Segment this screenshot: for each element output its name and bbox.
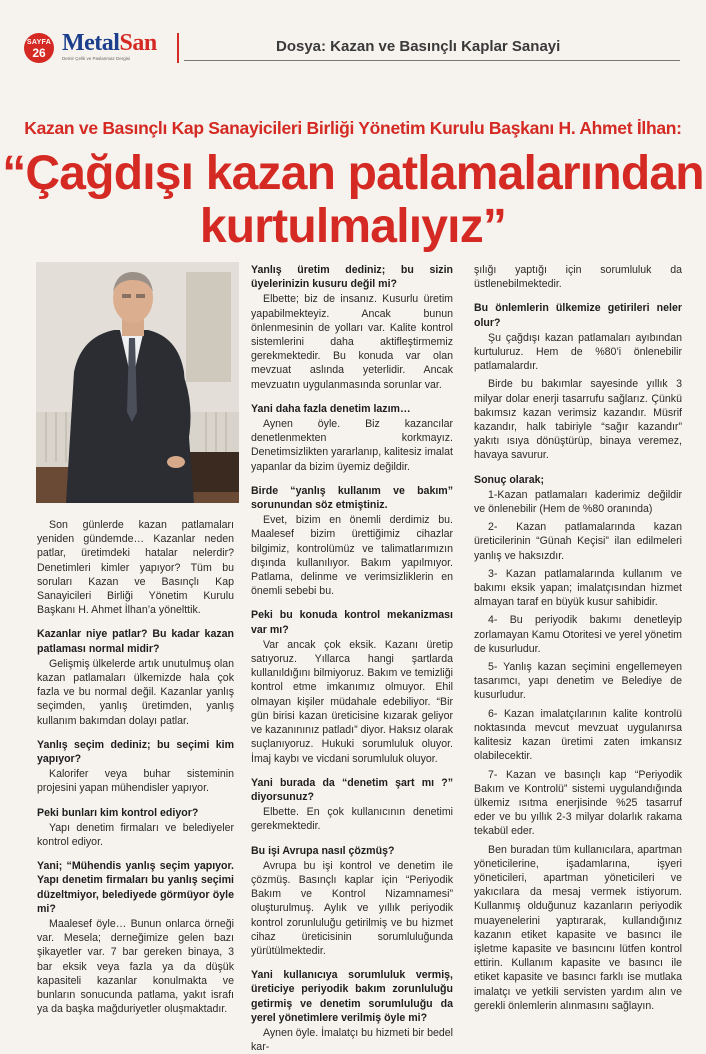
article-paragraph: 4- Bu periyodik bakımı denetleyip zorlamayan Kamu Otoritesi ve yerel yönetim de kusurludur.	[474, 614, 682, 655]
interview-question: Peki bu konuda kontrol mekanizması var mı?	[251, 609, 453, 636]
article-paragraph: 5- Yanlış kazan seçimini engellemeyen tasarımcı, yapı denetim ve Belediye de kusurludur.	[474, 661, 682, 702]
article-paragraph: Kalorifer veya buhar sisteminin projesini yapan mühendisler yapıyor.	[37, 768, 234, 795]
article-paragraph: 6- Kazan imalatçılarının kalite kontrolü noktasında mevcut mevzuat uygulanırsa kalitesiz kazan üretimi zaten imkansız olabilecektir.	[474, 707, 682, 763]
article-paragraph: Ben buradan tüm kullanıcılara, apartman yöneticilerine, işadamlarına, işyeri yöneticileri, apartman yöneticileri ve yakıcılara da mesaj vermek istiyorum. Kullanmış olduğunuz kazanların periyodik muayenelerini yaptırarak, kullandığınız kazanın etiket kapasite ve basıncı ile işletme kapasite ve basıncını lütfen kontrol ettirin. Kullanım kapasite ve basıncı ile etiket kapasite ve basıncı farklı ise mutlaka imalatçı ve yetkili servisten yardım alın ve gerekli önlemlerin alınmasını sağlayın.	[474, 843, 682, 1012]
article-paragraph: Birde bu bakımlar sayesinde yıllık 3 milyar dolar enerji tasarrufu sağlarız. Çünkü bakımsız kazan verimsiz kazandır. Müsrif kazandır, halk tabiriyle “sağır kazandır” yakıtı ısıya dönüştürüp, binaya veremez, havaya savurur.	[474, 378, 682, 462]
column-3	[474, 263, 682, 1013]
portrait-photo	[36, 262, 239, 503]
interview-question: Peki bunları kim kontrol ediyor?	[37, 806, 199, 819]
interview-question: Sonuç olarak;	[474, 473, 545, 486]
interview-question: Bu işi Avrupa nasıl çözmüş?	[251, 844, 395, 857]
interview-question: Bu önlemlerin ülkemize getirileri neler olur?	[474, 302, 682, 329]
interview-question: Yanlış üretim dediniz; bu sizin üyelerinizin kusuru değil mi?	[251, 264, 453, 291]
interview-question: Yani kullanıcıya sorumluluk vermiş, üreticiye periyodik bakım zorunluluğu getirmiş ve denetim sorumluluğu da yerel yönetimlere verilmiş öyle mi?	[251, 969, 453, 1024]
article-paragraph: Elbette. En çok kullanıcının denetimi gerekmektedir.	[251, 806, 453, 833]
interview-question: Kazanlar niye patlar? Bu kadar kazan patlaması normal midir?	[37, 628, 234, 655]
logo-part1: Metal	[62, 30, 120, 56]
article-paragraph: 1-Kazan patlamaları kaderimiz değildir ve önlenebilir (Hem de %80 oranında)	[474, 488, 682, 516]
section-title: Dosya: Kazan ve Basınçlı Kaplar Sanayi	[276, 38, 561, 55]
article-paragraph: Var ancak çok eksik. Kazanı üretip satıyoruz. Yıllarca hangi şartlarda kullanıldığını bilmiyoruz. Bakım ve temizliği kontrol etme imkanımız olmuyor. Ehil olmayan kişiler müdahale edebiliyor. “Bir gün birisi kazan üreticisine kızarak geliyor ve kazanınınız patladı” diyor. Haksız olarak suçlanıyoruz. Hukuki sorumluluk oluyor. İmaj kaybı ve vicdani sorumluluk oluyor.	[251, 638, 453, 765]
article-paragraph: Elbette; biz de insanız. Kusurlu üretim yapabilmekteyiz. Ancak bunun önlenmesinin de yolları var. Kalite kontrol sistemlerini daha aktifleştirmemiz gerekmektedir. Bu konuda var olan mevzuat aslında yeterlidir. Ancak mevzuatın uygulanmasında sorunlar var.	[251, 293, 453, 391]
article-paragraph: Şu çağdışı kazan patlamaları ayıbından kurtuluruz. Hem de %80’i önlenebilir patlamalardır.	[474, 331, 682, 373]
logo-part2: San	[119, 30, 157, 56]
interview-question: Birde “yanlış kullanım ve bakım” sorunundan söz etmiştiniz.	[251, 484, 453, 512]
interview-question: Yanlış seçim dediniz; bu seçimi kim yapıyor?	[37, 738, 234, 766]
article-headline	[0, 147, 706, 253]
column-2	[251, 263, 453, 1054]
page-number-badge	[24, 33, 54, 63]
article-paragraph: Gelişmiş ülkelerde artık unutulmuş olan kazan patlamaları ülkemizde hala çok fazla ve bu normal değil. Kazanlar yanlış seçimden, yanlış üretimden, yanlış kullanım bakımdan dolayı patlar.	[37, 657, 234, 727]
article-paragraph: 2- Kazan patlamalarında kazan üreticilerinin “Günah Keçisi” ilan edilmeleri yanlış ve haksızdır.	[474, 521, 682, 562]
interview-question: Yani daha fazla denetim lazım…	[251, 402, 411, 415]
article-paragraph: Aynen öyle. İmalatçı bu hizmeti bir bedel kar-	[251, 1026, 454, 1054]
column-1	[37, 518, 234, 1017]
article-paragraph: Yapı denetim firmaları ve belediyeler kontrol ediyor.	[37, 821, 234, 849]
article-paragraph: şılığı yaptığı için sorumluluk da üstlenebilmektedir.	[474, 264, 682, 291]
article-paragraph: Evet, bizim en önemli derdimiz bu. Maalesef bizim ürettiğimiz cihazlar bilgimiz, kontrolümüz ve talimatlarımızın dışında kullanılıyor. Bakım yapılmıyor. Patlama, delinme ve verimsizliklerin en önemli sebebi bu.	[251, 514, 453, 598]
article-paragraph: Maalesef öyle… Bunun onlarca örneği var. Mesela; derneğimize gelen bazı şikayetler var. 7 bar gereken binaya, 3 bar eksik veya fazla ya da düşük kapasiteli kazanlar konulmakta ve bunların sonucunda patlama, yakıt israfı ya da başka mağduriyetler olușmaktadır.	[37, 918, 234, 1016]
header-rule	[184, 60, 680, 61]
article-paragraph: Avrupa bu işi kontrol ve denetim ile çözmüş. Basınçlı kaplar için “Periyodik Bakım ve Kontrol Nizamnamesi” oluşturulmuş. Aylık ve yıllık periyodik kontrol zorunluluğu getirilmiş ve bu hizmet cihaz üreticisinin sorumluluğunda yürütülmektedir.	[251, 859, 453, 957]
interview-question: Yani; “Mühendis yanlış seçim yapıyor. Yapı denetim firmaları bu yanlış seçimi düzeltmiyor, belediyede görmüyor öyle mi?	[37, 860, 234, 915]
article-paragraph: 7- Kazan ve basınçlı kap “Periyodik Bakım ve Kontrolü” sistemi uygulandığında ülkemiz ısıtma enerjisinde %25 tasarruf eder ve bu yıllık 2-3 milyar dolarlık rakama tekabül eder.	[474, 768, 682, 838]
headline-line-2: kurtulmalıyız”	[199, 200, 507, 253]
article-paragraph: Son günlerde kazan patlamaları yeniden gündemde… Kazanlar neden patlar, üretimdeki hatalar nelerdir? Denetimleri kimler yapıyor? Tüm bu soruları Kazan ve Basınçlı Kap Sanayicileri Birliği Yönetim Kurulu Başkanı H. Ahmet İlhan’a yönelttik.	[37, 519, 234, 617]
article-paragraph: 3- Kazan patlamalarında kullanım ve bakımı eksik yapan; imalatçısından hizmet almayan taraf en büyük kusur sahibidir.	[474, 567, 682, 609]
magazine-logo	[62, 30, 172, 66]
article-paragraph: Aynen öyle. Biz kazancılar denetlenmekten korkmayız. Denetimsizlikten yararlanıp, kalitesiz imalat yapanlar da bizim üyemiz değildir.	[251, 418, 453, 473]
header-separator	[177, 33, 179, 63]
interview-question: Yani burada da “denetim şart mı ?” diyorsunuz?	[251, 776, 453, 803]
headline-line-1: “Çağdışı kazan patlamalarından	[2, 147, 704, 200]
page-number: 26	[32, 46, 46, 60]
page-header	[0, 0, 706, 78]
page-badge-label: SAYFA	[26, 39, 52, 46]
logo-tagline: Demir Çelik ve Paslanmaz Dergisi	[62, 56, 131, 61]
article-supertitle: Kazan ve Basınçlı Kap Sanayicileri Birliği Yönetim Kurulu Başkanı H. Ahmet İlhan:	[24, 118, 682, 138]
